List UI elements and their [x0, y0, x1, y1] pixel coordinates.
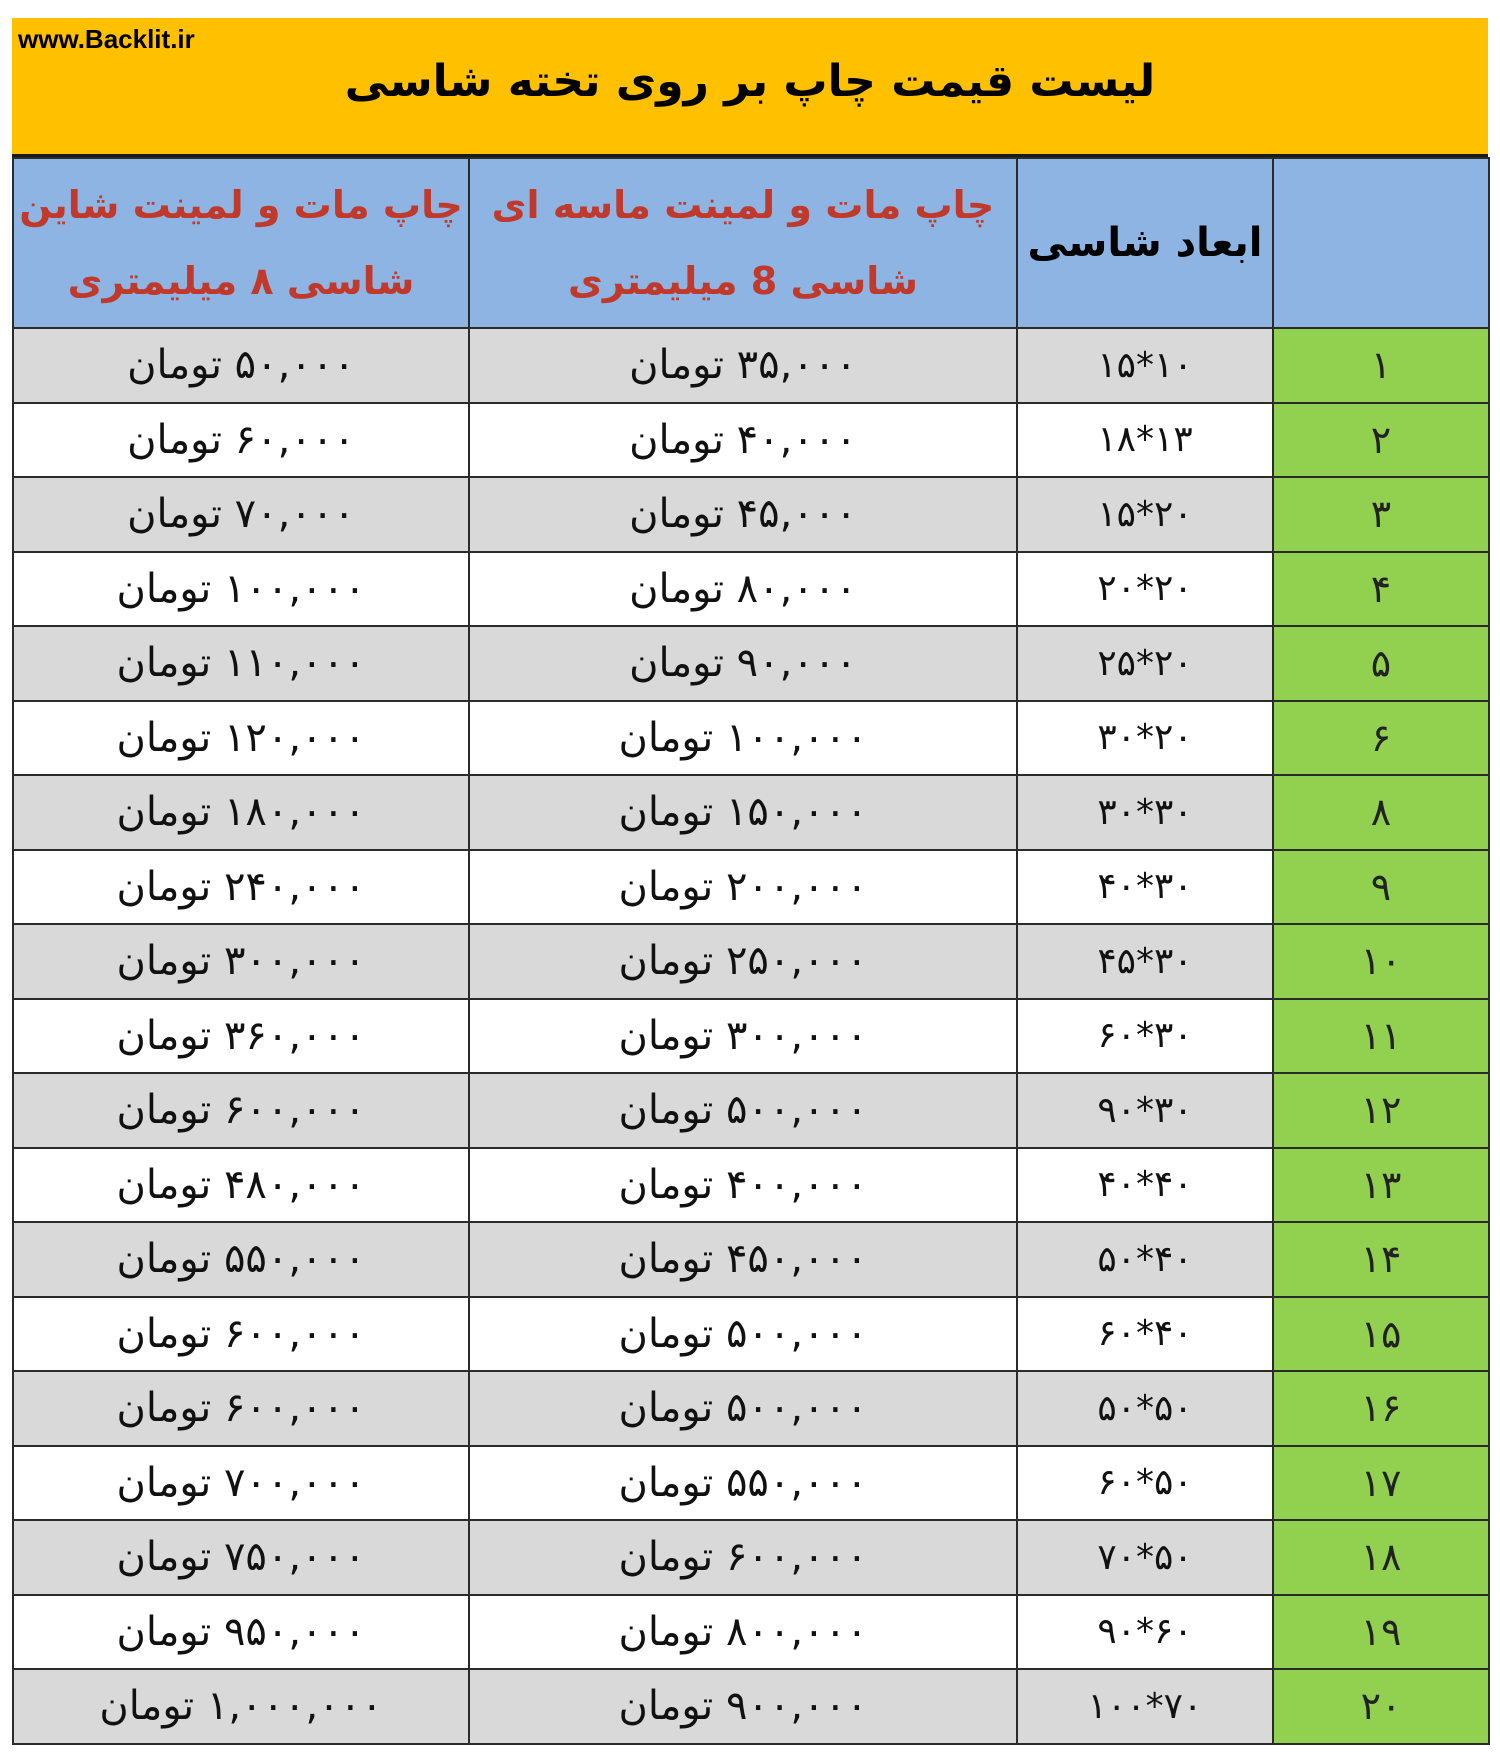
row-sand-price: ۹۰۰,۰۰۰ تومان [469, 1669, 1017, 1744]
table-header-row [13, 158, 1489, 328]
row-dimensions: ۱۵*۱۰ [1017, 328, 1273, 403]
row-shiny-price: ۱,۰۰۰,۰۰۰ تومان [13, 1669, 469, 1744]
row-dimensions: ۵۰*۴۰ [1017, 1222, 1273, 1297]
row-number: ۱۲ [1273, 1073, 1489, 1148]
row-dimensions: ۲۰*۲۰ [1017, 552, 1273, 627]
row-sand-price: ۶۰۰,۰۰۰ تومان [469, 1520, 1017, 1595]
row-dimensions: ۶۰*۳۰ [1017, 999, 1273, 1074]
row-number: ۱ [1273, 328, 1489, 403]
row-dimensions: ۹۰*۶۰ [1017, 1595, 1273, 1670]
row-sand-price: ۲۵۰,۰۰۰ تومان [469, 924, 1017, 999]
table-row [13, 1446, 1489, 1521]
sand-laminate-column-header [469, 158, 1017, 328]
shiny-header-line2: شاسی ۸ میلیمتری [67, 259, 415, 303]
table-row [13, 775, 1489, 850]
row-sand-price: ۴۰۰,۰۰۰ تومان [469, 1148, 1017, 1223]
row-sand-price: ۴۰,۰۰۰ تومان [469, 403, 1017, 478]
row-number: ۱۳ [1273, 1148, 1489, 1223]
row-number: ۱۹ [1273, 1595, 1489, 1670]
row-sand-price: ۳۰۰,۰۰۰ تومان [469, 999, 1017, 1074]
table-row [13, 1371, 1489, 1446]
row-sand-price: ۵۰۰,۰۰۰ تومان [469, 1073, 1017, 1148]
row-dimensions: ۶۰*۵۰ [1017, 1446, 1273, 1521]
row-number: ۸ [1273, 775, 1489, 850]
row-sand-price: ۴۵۰,۰۰۰ تومان [469, 1222, 1017, 1297]
row-sand-price: ۱۵۰,۰۰۰ تومان [469, 775, 1017, 850]
row-shiny-price: ۷۰,۰۰۰ تومان [13, 477, 469, 552]
row-shiny-price: ۵۰,۰۰۰ تومان [13, 328, 469, 403]
table-row [13, 626, 1489, 701]
row-shiny-price: ۶۰,۰۰۰ تومان [13, 403, 469, 478]
site-url[interactable]: www.Backlit.ir [18, 24, 195, 54]
row-dimensions: ۱۸*۱۳ [1017, 403, 1273, 478]
row-shiny-price: ۷۵۰,۰۰۰ تومان [13, 1520, 469, 1595]
table-row [13, 999, 1489, 1074]
row-dimensions: ۱۵*۲۰ [1017, 477, 1273, 552]
table-row [13, 477, 1489, 552]
price-table [12, 157, 1490, 1745]
table-row [13, 701, 1489, 776]
sand-header-line1: چاپ مات و لمینت ماسه ای [491, 183, 995, 227]
index-column-header [1273, 158, 1489, 328]
row-sand-price: ۹۰,۰۰۰ تومان [469, 626, 1017, 701]
row-shiny-price: ۱۸۰,۰۰۰ تومان [13, 775, 469, 850]
table-row [13, 924, 1489, 999]
row-sand-price: ۵۵۰,۰۰۰ تومان [469, 1446, 1017, 1521]
row-sand-price: ۸۰۰,۰۰۰ تومان [469, 1595, 1017, 1670]
row-number: ۶ [1273, 701, 1489, 776]
row-sand-price: ۵۰۰,۰۰۰ تومان [469, 1371, 1017, 1446]
row-sand-price: ۴۵,۰۰۰ تومان [469, 477, 1017, 552]
row-sand-price: ۱۰۰,۰۰۰ تومان [469, 701, 1017, 776]
table-row [13, 1669, 1489, 1744]
table-row [13, 1148, 1489, 1223]
row-number: ۲۰ [1273, 1669, 1489, 1744]
row-sand-price: ۸۰,۰۰۰ تومان [469, 552, 1017, 627]
table-row [13, 552, 1489, 627]
row-sand-price: ۳۵,۰۰۰ تومان [469, 328, 1017, 403]
table-row [13, 1297, 1489, 1372]
row-dimensions: ۹۰*۳۰ [1017, 1073, 1273, 1148]
row-shiny-price: ۱۱۰,۰۰۰ تومان [13, 626, 469, 701]
row-shiny-price: ۶۰۰,۰۰۰ تومان [13, 1371, 469, 1446]
shiny-header-line1: چاپ مات و لمینت شاین [19, 183, 463, 227]
row-shiny-price: ۵۵۰,۰۰۰ تومان [13, 1222, 469, 1297]
table-row [13, 1520, 1489, 1595]
row-dimensions: ۵۰*۵۰ [1017, 1371, 1273, 1446]
row-shiny-price: ۱۲۰,۰۰۰ تومان [13, 701, 469, 776]
page-title: لیست قیمت چاپ بر روی تخته شاسی [344, 56, 1156, 107]
row-dimensions: ۷۰*۵۰ [1017, 1520, 1273, 1595]
row-dimensions: ۳۰*۳۰ [1017, 775, 1273, 850]
row-number: ۴ [1273, 552, 1489, 627]
table-row [13, 403, 1489, 478]
row-dimensions: ۴۵*۳۰ [1017, 924, 1273, 999]
row-number: ۳ [1273, 477, 1489, 552]
row-number: ۱۸ [1273, 1520, 1489, 1595]
row-shiny-price: ۳۰۰,۰۰۰ تومان [13, 924, 469, 999]
row-number: ۵ [1273, 626, 1489, 701]
row-shiny-price: ۹۵۰,۰۰۰ تومان [13, 1595, 469, 1670]
row-number: ۱۴ [1273, 1222, 1489, 1297]
row-number: ۱۷ [1273, 1446, 1489, 1521]
row-sand-price: ۵۰۰,۰۰۰ تومان [469, 1297, 1017, 1372]
row-number: ۹ [1273, 850, 1489, 925]
row-number: ۱۰ [1273, 924, 1489, 999]
sand-header-line2: شاسی 8 میلیمتری [568, 259, 918, 303]
row-dimensions: ۲۵*۲۰ [1017, 626, 1273, 701]
row-dimensions: ۳۰*۲۰ [1017, 701, 1273, 776]
row-shiny-price: ۴۸۰,۰۰۰ تومان [13, 1148, 469, 1223]
table-row [13, 1073, 1489, 1148]
table-row [13, 1595, 1489, 1670]
table-row [13, 850, 1489, 925]
row-shiny-price: ۶۰۰,۰۰۰ تومان [13, 1297, 469, 1372]
row-dimensions: ۶۰*۴۰ [1017, 1297, 1273, 1372]
row-dimensions: ۴۰*۳۰ [1017, 850, 1273, 925]
table-row [13, 328, 1489, 403]
row-shiny-price: ۱۰۰,۰۰۰ تومان [13, 552, 469, 627]
dimensions-column-header: ابعاد شاسی [1017, 158, 1273, 328]
price-sheet [12, 18, 1488, 1745]
row-shiny-price: ۶۰۰,۰۰۰ تومان [13, 1073, 469, 1148]
row-sand-price: ۲۰۰,۰۰۰ تومان [469, 850, 1017, 925]
shiny-laminate-column-header [13, 158, 469, 328]
title-banner [12, 18, 1488, 157]
row-number: ۱۵ [1273, 1297, 1489, 1372]
row-shiny-price: ۳۶۰,۰۰۰ تومان [13, 999, 469, 1074]
row-number: ۱۱ [1273, 999, 1489, 1074]
row-shiny-price: ۷۰۰,۰۰۰ تومان [13, 1446, 469, 1521]
row-dimensions: ۱۰۰*۷۰ [1017, 1669, 1273, 1744]
row-number: ۱۶ [1273, 1371, 1489, 1446]
table-row [13, 1222, 1489, 1297]
row-dimensions: ۴۰*۴۰ [1017, 1148, 1273, 1223]
row-shiny-price: ۲۴۰,۰۰۰ تومان [13, 850, 469, 925]
row-number: ۲ [1273, 403, 1489, 478]
